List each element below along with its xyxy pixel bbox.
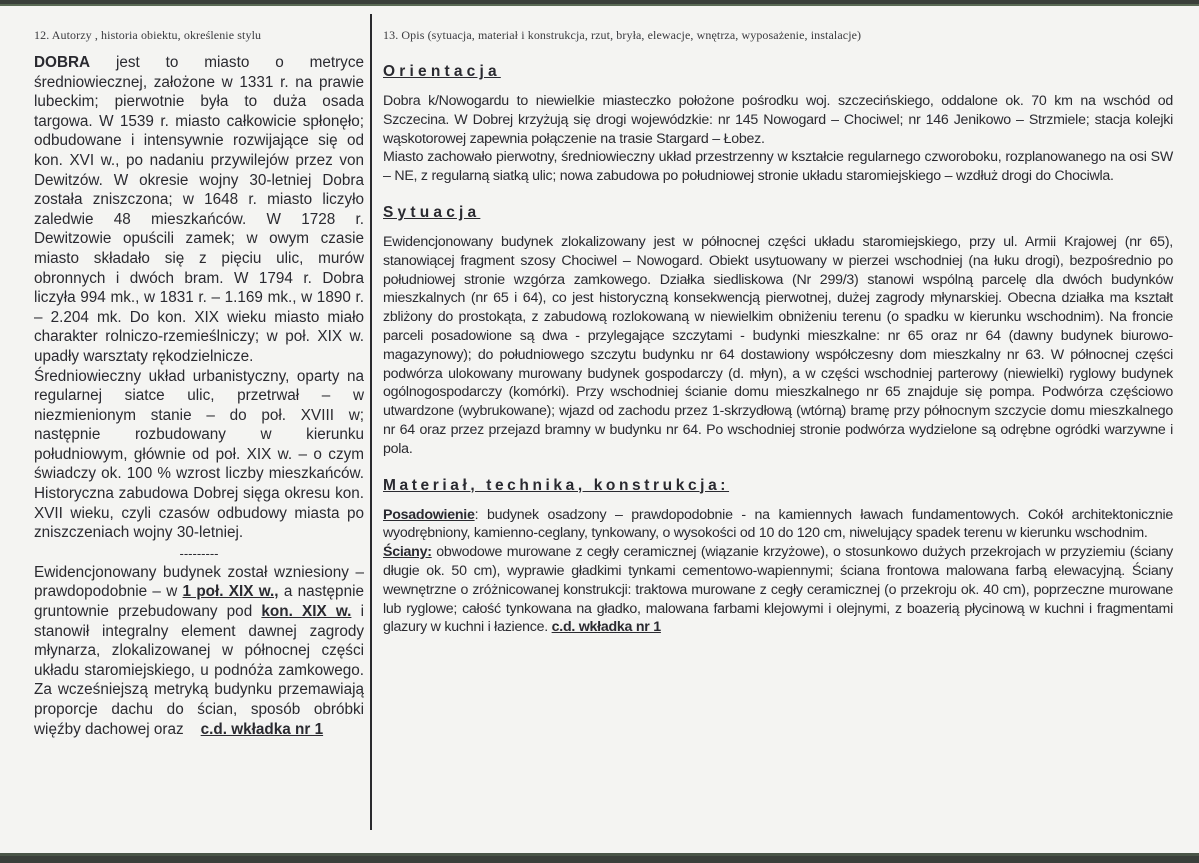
date-emphasis-1: 1 poł. XIX w., [182, 583, 279, 601]
sciany-label: Ściany: [383, 544, 432, 561]
document-sheet [0, 4, 1199, 856]
continuation-link-right[interactable]: c.d. wkładka nr 1 [551, 619, 661, 636]
town-name: DOBRA [34, 54, 91, 71]
separator: --------- [179, 545, 219, 561]
left-column [34, 28, 364, 739]
orientacja-paragraph-1: Dobra k/Nowogardu to niewielkie miasteczko położone pośrodku woj. szczecińskiego, oddalone ok. 70 km na wschód od Szczecina. W Dobrej krzyżują się drogi wojewódzkie: nr 145 Nowogard – Chociwel; nr 146 Jenikowo – Strzmiele; stacja kolejki wąskotorowej zapewnia połączenie na trasie Stargard – Łobez. [383, 93, 1173, 147]
continuation-link-left[interactable]: c.d. wkładka nr 1 [200, 720, 324, 738]
column-divider [370, 14, 372, 830]
heading-material: Materiał, technika, konstrukcja: [383, 476, 730, 494]
posadowienie-paragraph: Posadowienie: budynek osadzony – prawdopodobnie - na kamiennych ławach fundamentowych. Cokół architektonicznie wyodrębniony, kamienno-ceglany, tynkowany, o wysokości od 10 do 120 cm, niwelujący spadek terenu w kierunku wschodnim. [383, 506, 1173, 542]
sciany-paragraph: Ściany: obwodowe murowane z cegły ceramicznej (wiązanie krzyżowe), o stosunkowo dużych przekrojach w przyziemiu (ściany długie ok. 50 cm), wyprawie gładkimi tynkami cementowo-wapiennymi; ściana frontowa malowana farbą elewacyjną. Ściany wewnętrzne o zróżnicowanej konstrukcji: traktowa murowane z cegły ceramicznej (o przekroju ok. 40 cm), poprzeczne murowane lub ryglowe; całość tynkowana na gładko, malowana farbami klejowymi i olejnymi, z boazerią płycinową w kuchni i fragmentami glazury w kuchni i łazience. c.d. wkładka nr 1 [383, 544, 1173, 636]
history-paragraph-3: Ewidencjonowany budynek został wzniesiony – prawdopodobnie – w 1 poł. XIX w., a następnie gruntownie przebudowany pod kon. XIX w. i stanowił integralny element dawnej zagrody młynarza, zlokalizowanej w północnej części układu staromiejskiego, u podnóża zamkowego. Za wcześniejszą metryką budynku przemawiają proporcje dachu do ścian, sposób obróbki więźby dachowej oraz c.d. wkładka nr 1 [34, 563, 364, 738]
posadowienie-label: Posadowienie [383, 506, 475, 523]
right-column [383, 28, 1173, 637]
sytuacja-paragraph: Ewidencjonowany budynek zlokalizowany jest w północnej części układu staromiejskiego, przy ul. Armii Krajowej (nr 65), stanowiącej fragment szosy Chociwel – Nowogard. Obiekt usytuowany w pierzei wschodniej (na łuku drogi), bezpośrednio po południowej stronie wzgórza zamkowego. Działka siedliskowa (Nr 299/3) stanowi wspólną parcelę dla dwóch budynków mieszkalnych (nr 65 i 64), co jest historyczną konsekwencją pierwotnej, dużej zagrody młynarskiej. Obecna działka ma kształt zbliżony do prostokąta, z zabudową rozlokowaną w niewielkim obniżeniu terenu (o spadku w kierunku wschodnim). Na froncie parceli posadowione są dwa - przylegające szczytami - budynki mieszkalne: nr 65 oraz nr 64 (dawny budynek biurowo-magazynowy); do południowego szczytu budynku nr 64 dostawiony współczesny dom mieszkalny nr 63. W północnej części podwórza ulokowany murowany budynek gospodarczy (d. młyn), a w części wschodniej parterowy (niewielki) ryglowy budynek ogólnogospodarczy (komórki). Przy wschodniej ścianie domu mieszkalnego nr 65 znajduje się pompa. Podwórza częściowo utwardzone (wybrukowane); wjazd od zachodu przez 1-skrzydłową (wtórną) bramę przy północnym szczycie domu mieszkalnego nr 64 oraz przez przejazd bramny w budynku nr 64. Po wschodniej stronie podwórza wydzielone są odrębne ogródki warzywne i pola. [383, 233, 1173, 457]
heading-orientacja: Orientacja [383, 63, 501, 80]
section-13-header: 13. Opis (sytuacja, materiał i konstrukcja, rzut, bryła, elewacje, wnętrza, wyposażenie, instalacje) [383, 28, 862, 42]
date-emphasis-2: kon. XIX w. [261, 603, 352, 621]
orientacja-paragraph-2: Miasto zachowało pierwotny, średniowieczny układ przestrzenny w kształcie regularnego czworoboku, rozplanowanego na osi SW – NE, z regularną siatką ulic; nowa zabudowa po południowej stronie układu staromiejskiego – wzdłuż drogi do Chociwla. [383, 149, 1173, 185]
section-sytuacja [383, 204, 1173, 459]
section-material [383, 477, 1173, 638]
section-12-header: 12. Autorzy , historia obiektu, określenie stylu [34, 28, 262, 42]
history-paragraph-1: DOBRA jest to miasto o metryce średniowiecznej, założone w 1331 r. na prawie lubeckim; pierwotnie była to duża osada targowa. W 1539 r. miasto całkowicie spłonęło; odbudowane i intensywnie rozwijające się od kon. XVI w., po nadaniu przywilejów przez von Dewitzów. W okresie wojny 30-letniej Dobra została zniszczona; w 1648 r. miasto liczyło zaledwie 48 mieszkańców. W 1728 r. Dewitzowie opuścili zamek; w owym czasie miasto składało się z pięciu ulic, murów obronnych i dwóch bram. W 1794 r. Dobra liczyła 994 mk., w 1831 r. – 1.169 mk., w 1890 r. – 2.204 mk. Do kon. XIX wieku miasto miało charakter rolniczo-rzemieślniczy; w poł. XIX w. upadły warsztaty rękodzielnicze. [34, 54, 364, 365]
history-text [34, 53, 364, 739]
section-orientacja [383, 63, 1173, 186]
history-paragraph-2: Średniowieczny układ urbanistyczny, oparty na regularnej siatce ulic, przetrwał – w niezmienionym stanie – do poł. XVIII w; następnie rozbudowany w kierunku południowym, głównie od poł. XIX w. – o czym świadczy ok. 100 % wzrost liczby mieszkańców. Historyczna zabudowa Dobrej sięga okresu kon. XVII wieku, czyli czasów odbudowy miasta po zniszczeniach wojny 30-letniej. [34, 367, 364, 542]
heading-sytuacja: Sytuacja [383, 203, 481, 221]
